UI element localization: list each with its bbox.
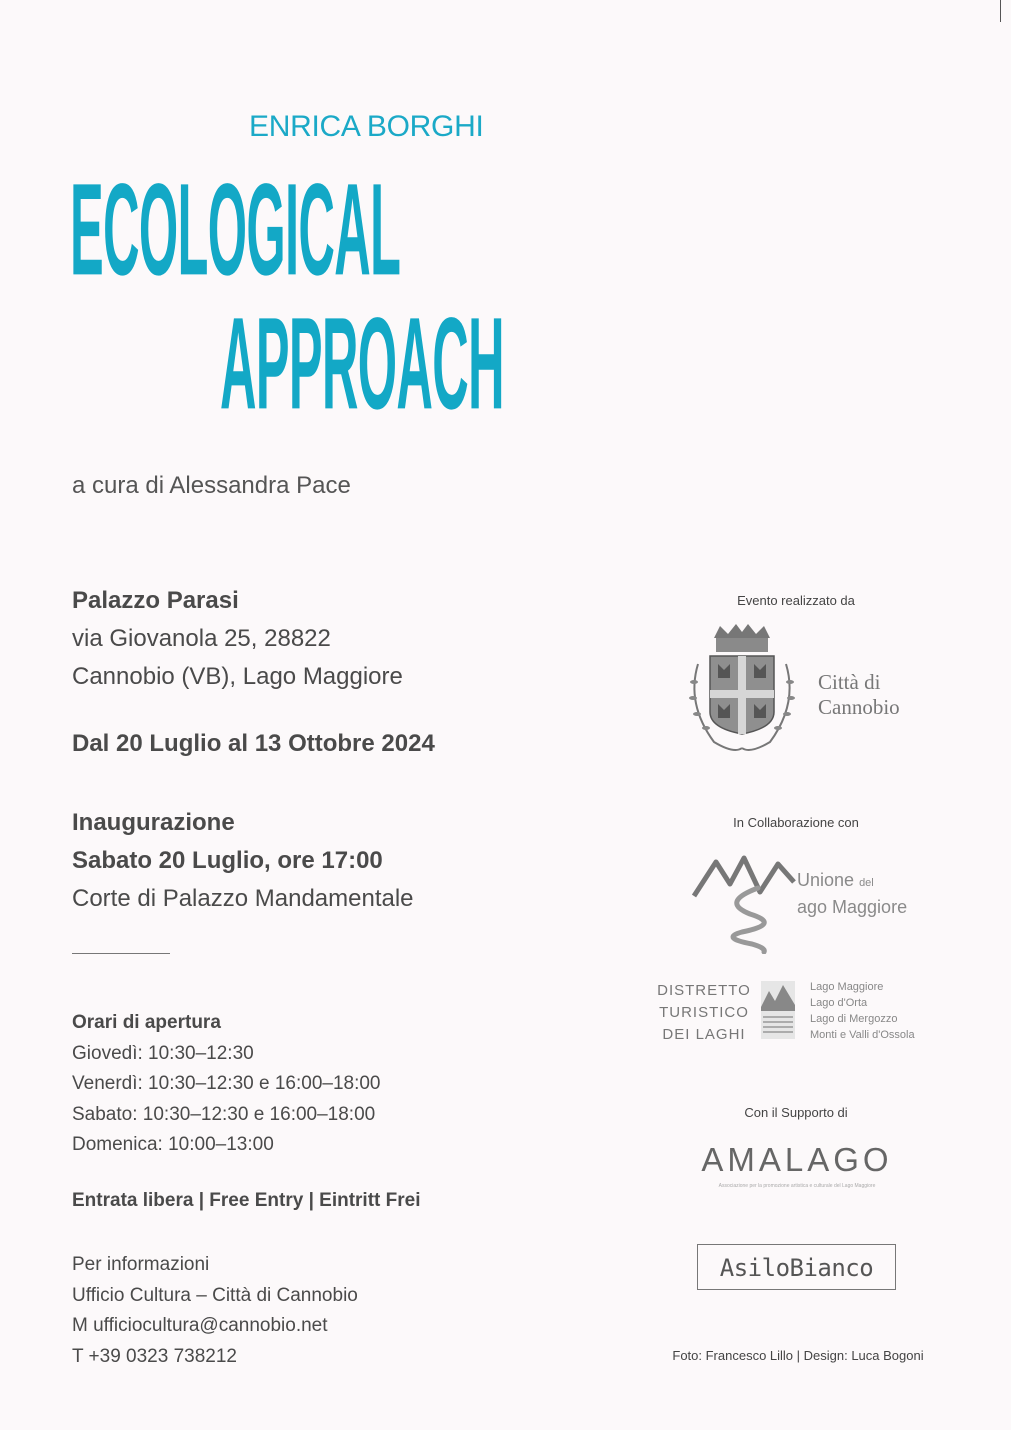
title-line-2: APPROACH bbox=[220, 291, 504, 438]
unione-wordmark bbox=[797, 868, 907, 919]
info-phone: T +39 0323 738212 bbox=[72, 1345, 237, 1367]
artist-name: ENRICA BORGHI bbox=[249, 110, 484, 143]
title-line-1: ECOLOGICAL bbox=[70, 157, 401, 304]
inauguration-when: Sabato 20 Luglio, ore 17:00 bbox=[72, 847, 383, 874]
venue-address: via Giovanola 25, 28822 bbox=[72, 625, 331, 652]
amalago-logo: AMALAGO bbox=[701, 1141, 893, 1178]
divider bbox=[72, 953, 170, 954]
laghi-line: Lago di Mergozzo bbox=[810, 1013, 898, 1025]
distretto-turistico-wordmark bbox=[657, 980, 751, 1046]
asilobianco-logo: AsiloBianco bbox=[697, 1244, 896, 1290]
unione-line-1: Unione bbox=[797, 870, 855, 890]
amalago-subtitle: Associazione per la promozione artistica e culturale del Lago Maggiore bbox=[718, 1183, 876, 1189]
entry-info: Entrata libera | Free Entry | Eintritt Frei bbox=[72, 1190, 421, 1211]
distretto-emblem-icon bbox=[761, 981, 795, 1039]
venue-city: Cannobio (VB), Lago Maggiore bbox=[72, 663, 403, 690]
citta-di-cannobio-wordmark bbox=[818, 670, 900, 720]
venue-name: Palazzo Parasi bbox=[72, 587, 239, 614]
venue-block bbox=[72, 582, 403, 696]
collaboration-caption: In Collaborazione con bbox=[733, 815, 859, 830]
inauguration-label: Inaugurazione bbox=[72, 809, 235, 836]
laghi-line: Lago d'Orta bbox=[810, 997, 868, 1009]
info-heading: Per informazioni bbox=[72, 1254, 210, 1275]
contact-info bbox=[72, 1250, 358, 1372]
hours-line: Domenica: 10:00–13:00 bbox=[72, 1134, 274, 1155]
hours-line: Venerdì: 10:30–12:30 e 16:00–18:00 bbox=[72, 1073, 381, 1094]
inauguration-block bbox=[72, 804, 414, 918]
unione-line-2: ago Maggiore bbox=[797, 897, 908, 917]
exhibition-dates: Dal 20 Luglio al 13 Ottobre 2024 bbox=[72, 730, 435, 757]
laghi-list bbox=[810, 979, 915, 1043]
unione-del: del bbox=[859, 877, 874, 889]
distretto-line: DISTRETTO bbox=[657, 982, 751, 999]
photo-design-credits: Foto: Francesco Lillo | Design: Luca Bogoni bbox=[672, 1348, 924, 1363]
organized-by-caption: Evento realizzato da bbox=[737, 593, 855, 608]
info-office: Ufficio Cultura – Città di Cannobio bbox=[72, 1284, 358, 1306]
laghi-line: Monti e Valli d'Ossola bbox=[810, 1029, 915, 1041]
distretto-line: TURISTICO bbox=[659, 1004, 749, 1021]
inauguration-where: Corte di Palazzo Mandamentale bbox=[72, 885, 414, 912]
citta-line-2: Cannobio bbox=[818, 695, 900, 719]
crop-mark bbox=[1000, 0, 1001, 22]
cannobio-coat-of-arms-logo bbox=[684, 624, 800, 758]
hours-line: Sabato: 10:30–12:30 e 16:00–18:00 bbox=[72, 1103, 376, 1125]
distretto-line: DEI LAGHI bbox=[662, 1026, 746, 1043]
hours-line: Giovedì: 10:30–12:30 bbox=[72, 1042, 254, 1064]
unione-lago-maggiore-logo bbox=[690, 852, 800, 954]
citta-line-1: Città di bbox=[818, 670, 881, 694]
curator: a cura di Alessandra Pace bbox=[72, 472, 351, 499]
laghi-line: Lago Maggiore bbox=[810, 981, 884, 993]
support-caption: Con il Supporto di bbox=[744, 1105, 848, 1120]
hours-heading: Orari di apertura bbox=[72, 1012, 221, 1033]
info-email: M ufficiocultura@cannobio.net bbox=[72, 1315, 328, 1336]
opening-hours bbox=[72, 1008, 381, 1161]
